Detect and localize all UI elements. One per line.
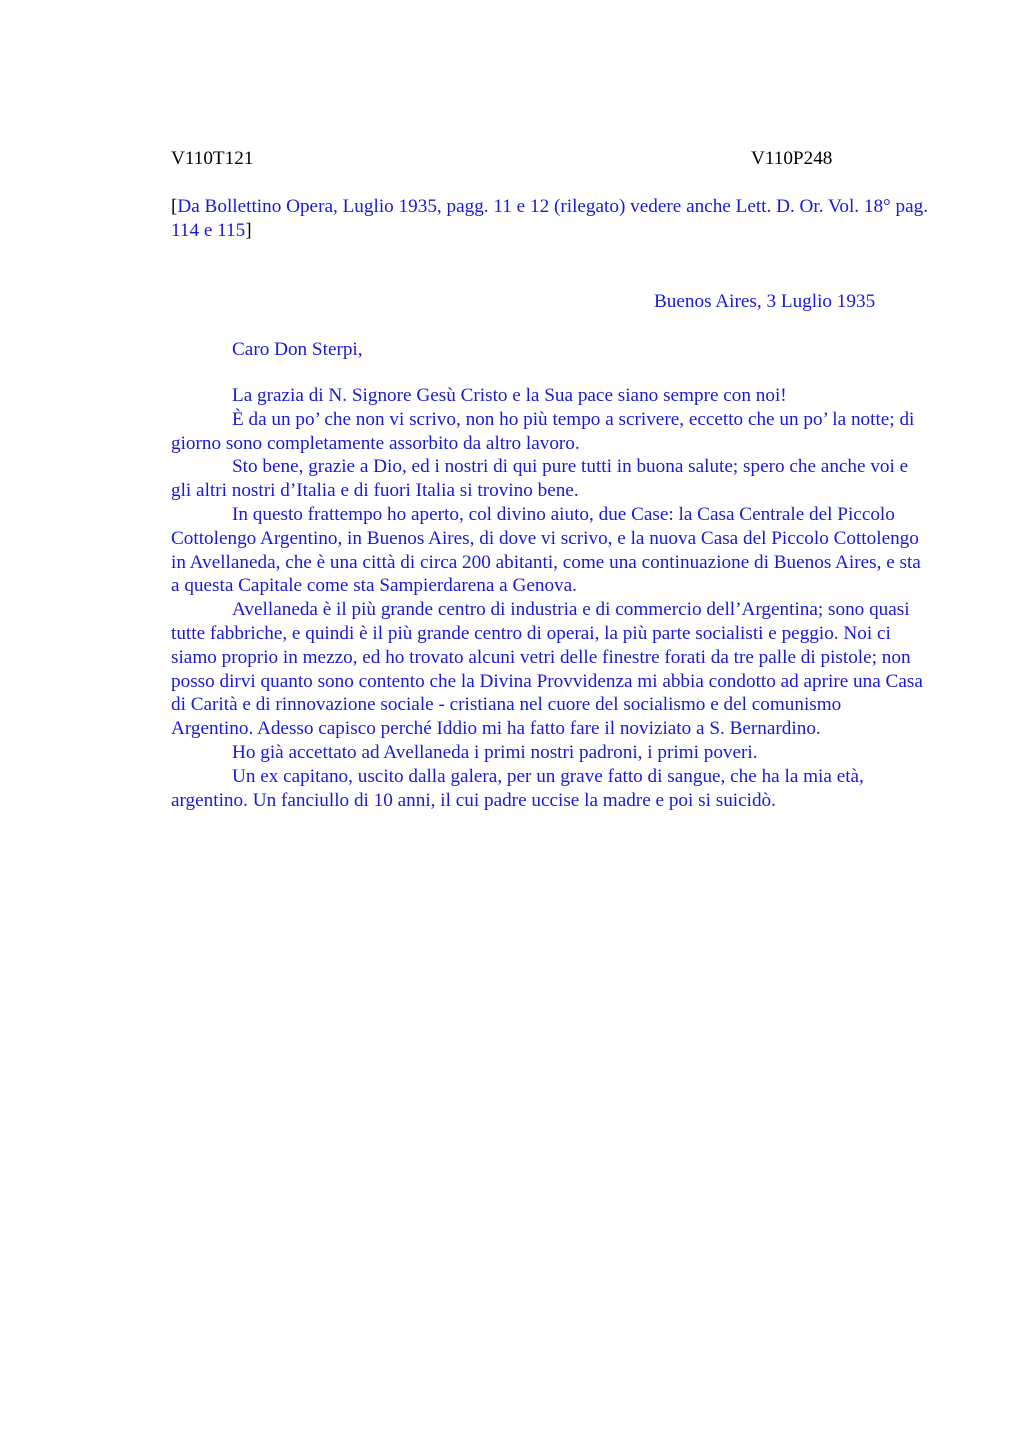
letter-salutation: Caro Don Sterpi, <box>232 339 363 360</box>
letter-paragraph: In questo frattempo ho aperto, col divino aiuto, due Case: la Casa Centrale del Piccolo Cottolengo Argentino, in Buenos Aires, di dove vi scrivo, e la nuova Casa del Piccolo Cottolengo in Avellaneda, che è una città di circa 200 abitanti, come una continuazione di Buenos Aires, e sta a questa Capitale come sta Sampierdarena a Genova. <box>171 503 921 597</box>
letter-paragraph: È da un po’ che non vi scrivo, non ho più tempo a scrivere, eccetto che un po’ la notte; di giorno sono completamente assorbito da altro lavoro. <box>171 408 915 454</box>
letter-date: Buenos Aires, 3 Luglio 1935 <box>654 291 876 312</box>
letter-paragraph: Sto bene, grazie a Dio, ed i nostri di qui pure tutti in buona salute; spero che anche voi e gli altri nostri d’Italia e di fuori Italia si trovino bene. <box>171 456 909 502</box>
letter-paragraph: Avellaneda è il più grande centro di industria e di commercio dell’Argentina; sono quasi tutte fabbriche, e quindi è il più grande centro di operai, la più parte socialisti e peggio. Noi ci siamo proprio in mezzo, ed ho trovato alcuni vetri delle finestre forati da tre palle di pistole; non posso dirvi quanto sono contento che la Divina Provvidenza mi abbia condotto ad aprire una Casa di Carità e di rinnovazione sociale - cristiana nel cuore del socialismo e del comunismo Argentino. Adesso capisco perché Iddio mi ha fatto fare il noviziato a S. Bernardino. <box>171 599 923 740</box>
document-code-left: V110T121 <box>171 148 254 169</box>
letter-paragraph: Ho già accettato ad Avellaneda i primi nostri padroni, i primi poveri. <box>232 741 758 763</box>
document-code-right: V110P248 <box>751 148 833 169</box>
source-close-bracket: ] <box>245 219 252 241</box>
source-note-text: Da Bollettino Opera, Luglio 1935, pagg. 11 e 12 (rilegato) vedere anche Lett. D. Or. Vol. 18° pag. 114 e 115 <box>171 196 929 241</box>
source-open-bracket: [ <box>171 196 178 217</box>
source-note <box>171 195 931 243</box>
letter-paragraph: Un ex capitano, uscito dalla galera, per un grave fatto di sangue, che ha la mia età, argentino. Un fanciullo di 10 anni, il cui padre uccise la madre e poi si suicidò. <box>171 765 864 811</box>
letter-body <box>171 384 927 812</box>
letter-paragraph: La grazia di N. Signore Gesù Cristo e la Sua pace siano sempre con noi! <box>232 385 787 406</box>
